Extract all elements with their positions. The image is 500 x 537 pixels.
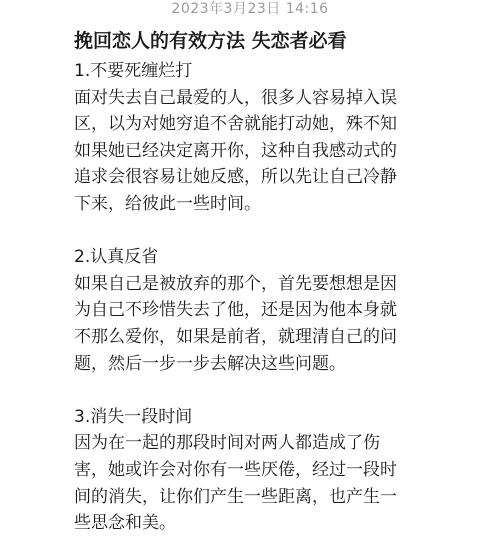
section-heading: 3.消失一段时间	[74, 406, 193, 427]
paragraph-line: 如果她已经决定离开你，这种自我感动式的	[74, 140, 397, 161]
paragraph-line: 下来，给彼此一些时间。	[74, 193, 261, 214]
section-heading: 2.认真反省	[74, 247, 159, 268]
section-heading: 1.不要死缠烂打	[74, 61, 193, 81]
paragraph-line: 面对失去自己最爱的人，很多人容易掉入误	[74, 87, 397, 108]
section-3	[74, 404, 474, 537]
paragraph-line: 题，然后一步一步去解决这些问题。	[74, 353, 346, 374]
paragraph-line: 为自己不珍惜失去了他，还是因为他本身就	[74, 300, 397, 321]
article	[74, 26, 474, 537]
paragraph-line: 因为在一起的那段时间对两人都造成了伤	[74, 433, 380, 454]
paragraph-line: 如果自己是被放弃的那个，首先要想想是因	[74, 273, 397, 294]
paragraph-line: 害，她或许会对你有一些厌倦，经过一段时	[74, 459, 397, 480]
section-1	[74, 58, 474, 218]
section-spacer	[74, 377, 474, 404]
paragraph-line: 些思念和美。	[74, 513, 176, 534]
article-title: 挽回恋人的有效方法 失恋者必看	[74, 30, 347, 52]
paragraph-line: 间的消失，让你们产生一些距离，也产生一	[74, 486, 397, 507]
paragraph-line: 追求会很容易让她反感，所以先让自己冷静	[74, 167, 397, 188]
timestamp: 2023年3月23日 14:16	[171, 1, 329, 17]
section-2	[74, 244, 474, 377]
paragraph-line: 不那么爱你，如果是前者，就理清自己的问	[74, 326, 397, 347]
paragraph-line: 区，以为对她穷追不舍就能打动她，殊不知	[74, 114, 397, 135]
section-spacer	[74, 218, 474, 245]
